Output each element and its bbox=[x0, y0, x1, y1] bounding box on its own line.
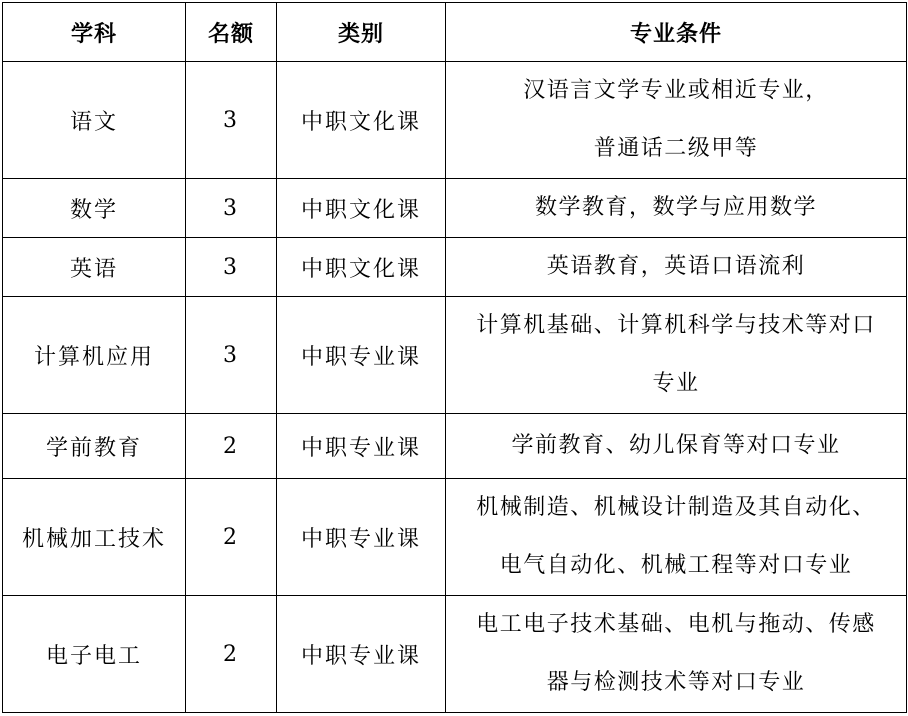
table-row bbox=[3, 62, 907, 179]
header-row bbox=[3, 3, 907, 62]
recruitment-table bbox=[2, 2, 907, 713]
requirement-text: 学前教育、幼儿保育等对口专业 bbox=[511, 433, 841, 458]
header-requirement: 专业条件 bbox=[446, 3, 907, 62]
category-cell bbox=[277, 62, 446, 179]
requirement-text: 普通话二级甲等 bbox=[593, 136, 759, 161]
table-row bbox=[3, 479, 907, 596]
table-row bbox=[3, 179, 907, 238]
category-text: 中职专业课 bbox=[300, 344, 421, 370]
subject-text: 语文 bbox=[69, 109, 118, 135]
quota-text: 2 bbox=[223, 641, 239, 667]
quota-text: 3 bbox=[223, 107, 239, 133]
category-text: 中职文化课 bbox=[300, 197, 421, 223]
subject-cell bbox=[3, 414, 186, 479]
requirement-text: 计算机基础、计算机科学与技术等对口 bbox=[476, 313, 876, 338]
header-quota: 名额 bbox=[186, 3, 277, 62]
quota-cell bbox=[186, 238, 277, 297]
requirement-text: 汉语言文学专业或相近专业， bbox=[523, 78, 829, 103]
requirement-text: 专业 bbox=[652, 371, 700, 396]
category-cell bbox=[277, 596, 446, 713]
category-text: 中职专业课 bbox=[300, 435, 421, 461]
requirement-text: 电工电子技术基础、电机与拖动、传感 bbox=[476, 612, 876, 637]
requirement-text: 机械制造、机械设计制造及其自动化、 bbox=[476, 495, 876, 520]
subject-text: 学前教育 bbox=[45, 435, 142, 461]
subject-text: 英语 bbox=[69, 256, 118, 282]
requirement-text: 器与检测技术等对口专业 bbox=[546, 670, 806, 695]
requirement-cell bbox=[446, 596, 907, 713]
requirement-cell bbox=[446, 238, 907, 297]
quota-text: 2 bbox=[223, 433, 239, 459]
table-row bbox=[3, 596, 907, 713]
category-text: 中职文化课 bbox=[300, 109, 421, 135]
requirement-cell bbox=[446, 479, 907, 596]
category-cell bbox=[277, 179, 446, 238]
subject-cell bbox=[3, 479, 186, 596]
table-row bbox=[3, 297, 907, 414]
requirement-cell bbox=[446, 62, 907, 179]
quota-cell bbox=[186, 479, 277, 596]
quota-text: 2 bbox=[223, 524, 239, 550]
category-cell bbox=[277, 414, 446, 479]
subject-cell bbox=[3, 179, 186, 238]
subject-text: 计算机应用 bbox=[33, 344, 154, 370]
quota-cell bbox=[186, 62, 277, 179]
subject-text: 机械加工技术 bbox=[21, 526, 166, 552]
header-subject: 学科 bbox=[3, 3, 186, 62]
subject-cell bbox=[3, 62, 186, 179]
category-cell bbox=[277, 238, 446, 297]
quota-cell bbox=[186, 297, 277, 414]
quota-text: 3 bbox=[223, 195, 239, 221]
subject-text: 电子电工 bbox=[45, 643, 142, 669]
quota-text: 3 bbox=[223, 254, 239, 280]
category-text: 中职专业课 bbox=[300, 643, 421, 669]
quota-text: 3 bbox=[223, 342, 239, 368]
requirement-cell bbox=[446, 414, 907, 479]
requirement-cell bbox=[446, 297, 907, 414]
category-text: 中职专业课 bbox=[300, 526, 421, 552]
table-row bbox=[3, 414, 907, 479]
category-cell bbox=[277, 479, 446, 596]
quota-cell bbox=[186, 414, 277, 479]
subject-cell bbox=[3, 596, 186, 713]
category-cell bbox=[277, 297, 446, 414]
quota-cell bbox=[186, 179, 277, 238]
quota-cell bbox=[186, 596, 277, 713]
subject-text: 数学 bbox=[69, 197, 118, 223]
subject-cell bbox=[3, 238, 186, 297]
requirement-text: 数学教育，数学与应用数学 bbox=[534, 195, 817, 220]
category-text: 中职文化课 bbox=[300, 256, 421, 282]
table-row bbox=[3, 238, 907, 297]
subject-cell bbox=[3, 297, 186, 414]
requirement-text: 英语教育，英语口语流利 bbox=[546, 254, 806, 279]
requirement-text: 电气自动化、机械工程等对口专业 bbox=[499, 553, 853, 578]
header-category: 类别 bbox=[277, 3, 446, 62]
requirement-cell bbox=[446, 179, 907, 238]
